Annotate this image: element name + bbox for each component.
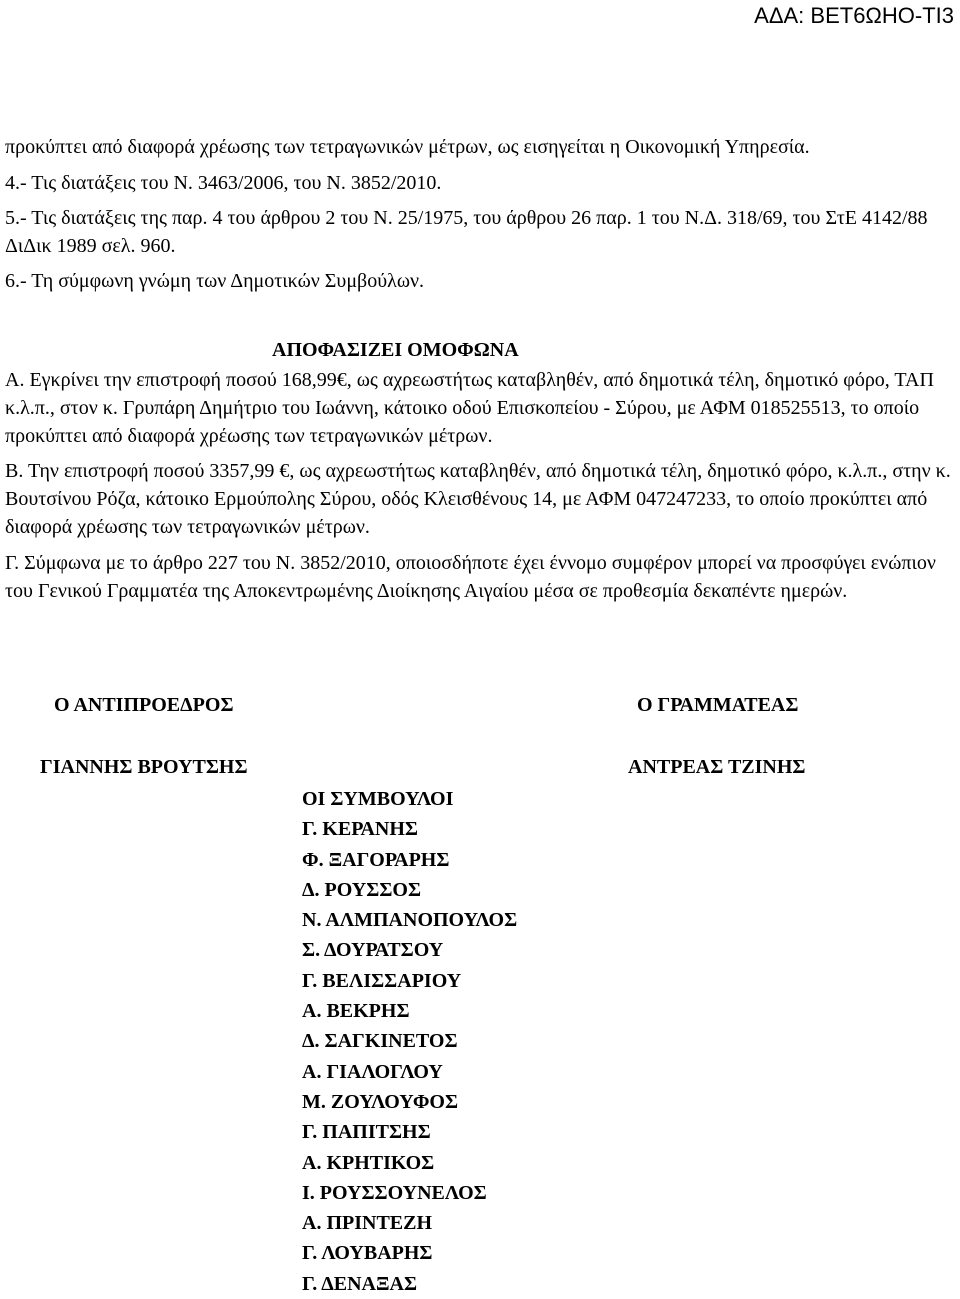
council-member: Α. ΓΙΑΛΟΓΛΟΥ bbox=[302, 1060, 443, 1083]
council-member: Δ. ΡΟΥΣΣΟΣ bbox=[302, 878, 422, 901]
paragraph-item-6: 6.- Τη σύμφωνη γνώμη των Δημοτικών Συμβούλων. bbox=[5, 270, 425, 292]
council-member: Α. ΒΕΚΡΗΣ bbox=[302, 1000, 410, 1023]
council-member: Γ. ΛΟΥΒΑΡΗΣ bbox=[302, 1242, 433, 1265]
council-member: Α. ΚΡΗΤΙΚΟΣ bbox=[302, 1151, 435, 1174]
vice-president-title: Ο ΑΝΤΙΠΡΟΕΔΡΟΣ bbox=[54, 694, 234, 716]
vice-president-name: ΓΙΑΝΝΗΣ ΒΡΟΥΤΣΗΣ bbox=[40, 756, 248, 778]
council-member: Γ. ΠΑΠΙΤΣΗΣ bbox=[302, 1121, 431, 1144]
decision-body bbox=[5, 133, 955, 295]
decision-heading: ΑΠΟΦΑΣΙΖΕΙ ΟΜΟΦΩΝΑ bbox=[272, 339, 519, 361]
decision-items bbox=[5, 366, 955, 605]
council-member: Σ. ΔΟΥΡΑΤΣΟΥ bbox=[302, 939, 444, 962]
paragraph-item-5: 5.- Τις διατάξεις της παρ. 4 του άρθρου 2 του Ν. 25/1975, του άρθρου 26 παρ. 1 του Ν.Δ. 318/69, του ΣτΕ 4142/88 ΔιΔικ 1989 σελ. 960. bbox=[5, 207, 928, 257]
paragraph-item-4: 4.- Τις διατάξεις του Ν. 3463/2006, του Ν. 3852/2010. bbox=[5, 172, 442, 194]
council-member: Γ. ΔΕΝΑΞΑΣ bbox=[302, 1272, 418, 1295]
decision-item-b: Β. Την επιστροφή ποσού 3357,99 €, ως αχρεωστήτως καταβληθέν, από δημοτικά τέλη, δημοτικό φόρο, κ.λ.π., στην κ. Βουτσίνου Ρόζα, κάτοικο Ερμούπολης Σύρου, οδός Κλεισθένους 14, με ΑΦΜ 047247233, το οποίο προκύπτει από διαφορά χρέωσης των τετραγωνικών μέτρων. bbox=[5, 460, 951, 538]
secretary-name: ΑΝΤΡΕΑΣ ΤΖΙΝΗΣ bbox=[628, 756, 806, 778]
council-members-title: ΟΙ ΣΥΜΒΟΥΛΟΙ bbox=[302, 788, 454, 810]
paragraph-continuation: προκύπτει από διαφορά χρέωσης των τετραγωνικών μέτρων, ως εισηγείται η Οικονομική Υπηρεσία. bbox=[5, 136, 810, 158]
council-member: Ι. ΡΟΥΣΣΟΥΝΕΛΟΣ bbox=[302, 1181, 487, 1204]
council-member: Μ. ΖΟΥΛΟΥΦΟΣ bbox=[302, 1090, 459, 1113]
council-member: Ν. ΑΛΜΠΑΝΟΠΟΥΛΟΣ bbox=[302, 909, 518, 932]
secretary-title: Ο ΓΡΑΜΜΑΤΕΑΣ bbox=[637, 694, 799, 716]
council-members bbox=[302, 784, 517, 1299]
council-member: Δ. ΣΑΓΚΙΝΕΤΟΣ bbox=[302, 1030, 458, 1053]
ada-code: ΑΔΑ: ΒΕΤ6ΩΗΟ-ΤΙ3 bbox=[754, 3, 954, 28]
council-member: Α. ΠΡΙΝΤΕΖΗ bbox=[302, 1212, 433, 1235]
council-member: Γ. ΒΕΛΙΣΣΑΡΙΟΥ bbox=[302, 969, 462, 992]
council-member: Γ. ΚΕΡΑΝΗΣ bbox=[302, 818, 418, 841]
council-member: Φ. ΞΑΓΟΡΑΡΗΣ bbox=[302, 848, 450, 871]
decision-item-g: Γ. Σύμφωνα με το άρθρο 227 του Ν. 3852/2010, οποιοσδήποτε έχει έννομο συμφέρον μπορεί να προσφύγει ενώπιον του Γενικού Γραμματέα της Αποκεντρωμένης Διοίκησης Αιγαίου μέσα σε προθεσμία δεκαπέντε ημερών. bbox=[5, 552, 936, 602]
decision-item-a: Α. Εγκρίνει την επιστροφή ποσού 168,99€, ως αχρεωστήτως καταβληθέν, από δημοτικά τέλη, δημοτικό φόρο, ΤΑΠ κ.λ.π., στον κ. Γρυπάρη Δημήτριο του Ιωάννη, κάτοικο οδού Επισκοπείου - Σύρου, με ΑΦΜ 018525513, το οποίο προκύπτει από διαφορά χρέωσης των τετραγωνικών μέτρων. bbox=[5, 369, 934, 447]
